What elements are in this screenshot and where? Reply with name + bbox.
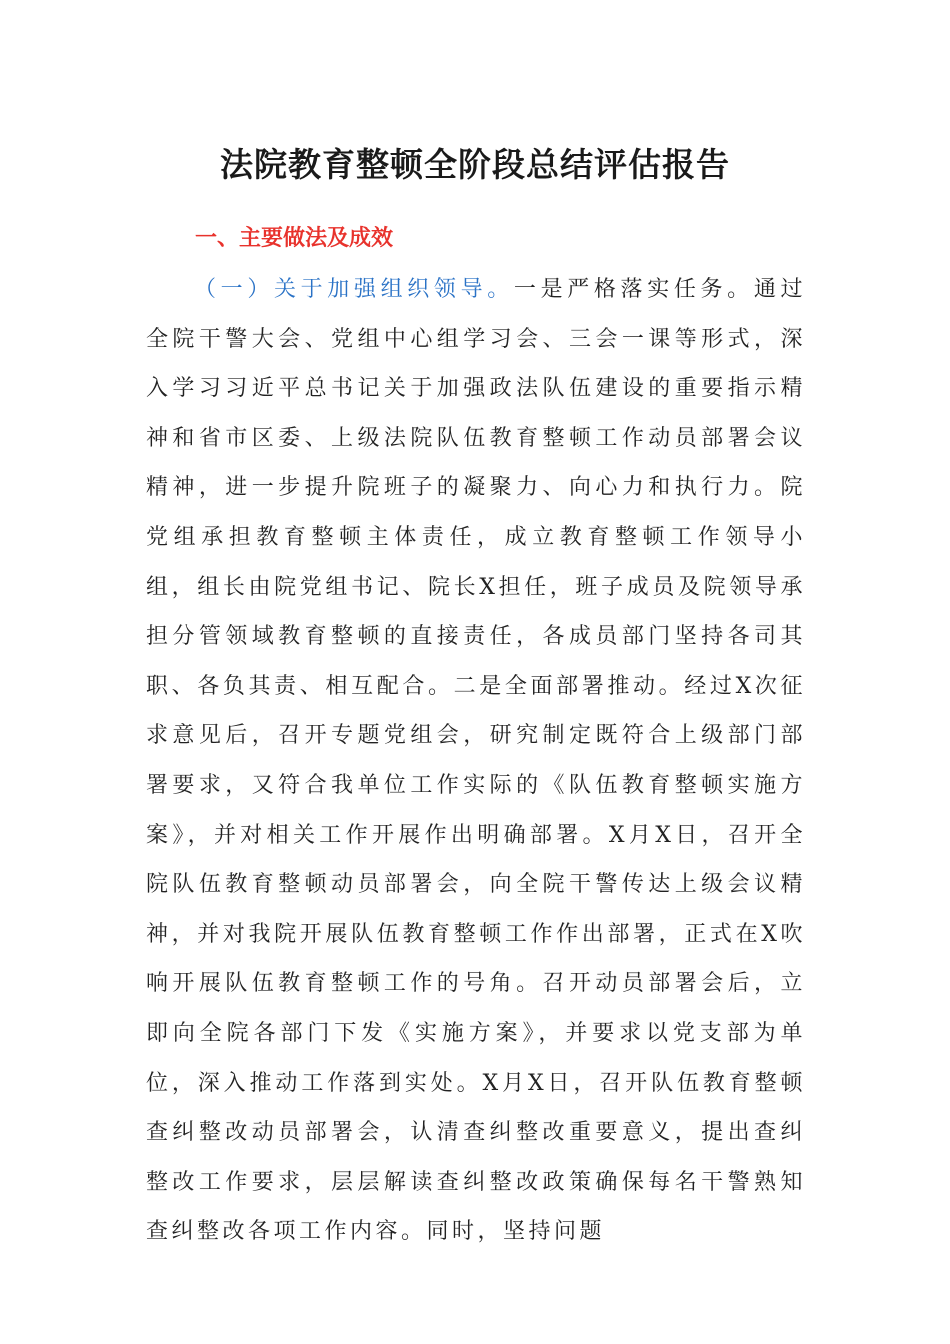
document-title: 法院教育整顿全阶段总结评估报告 [220, 145, 730, 184]
section-heading: 一、主要做法及成效 [195, 226, 394, 251]
paragraph-text: 一是严格落实任务。通过全院干警大会、党组中心组学习会、三会一课等形式，深入学习习近平总书记关于加强政法队伍建设的重要指示精神和省市区委、上级法院队伍教育整顿工作动员部署会议精神，进一步提升院班子的凝聚力、向心力和执行力。院党组承担教育整顿主体责任，成立教育整顿工作领导小组，组长由院党组书记、院长X担任，班子成员及院领导承担分管领域教育整顿的直接责任，各成员部门坚持各司其职、各负其责、相互配合。二是全面部署推动。经过X次征求意见后，召开专题党组会，研究制定既符合上级部门部署要求，又符合我单位工作实际的《队伍教育整顿实施方案》，并对相关工作开展作出明确部署。X月X日，召开全院队伍教育整顿动员部署会，向全院干警传达上级会议精神，并对我院开展队伍教育整顿工作作出部署，正式在X吹响开展队伍教育整顿工作的号角。召开动员部署会后，立即向全院各部门下发《实施方案》，并要求以党支部为单位，深入推动工作落到实处。X月X日，召开队伍教育整顿查纠整改动员部署会，认清查纠整改重要意义，提出查纠整改工作要求，层层解读查纠整改政策确保每名干警熟知查纠整改各项工作内容。同时，坚持问题 [146, 277, 806, 1245]
subsection-label: （一）关于加强组织领导。 [194, 277, 514, 302]
body-paragraph [146, 265, 806, 1257]
